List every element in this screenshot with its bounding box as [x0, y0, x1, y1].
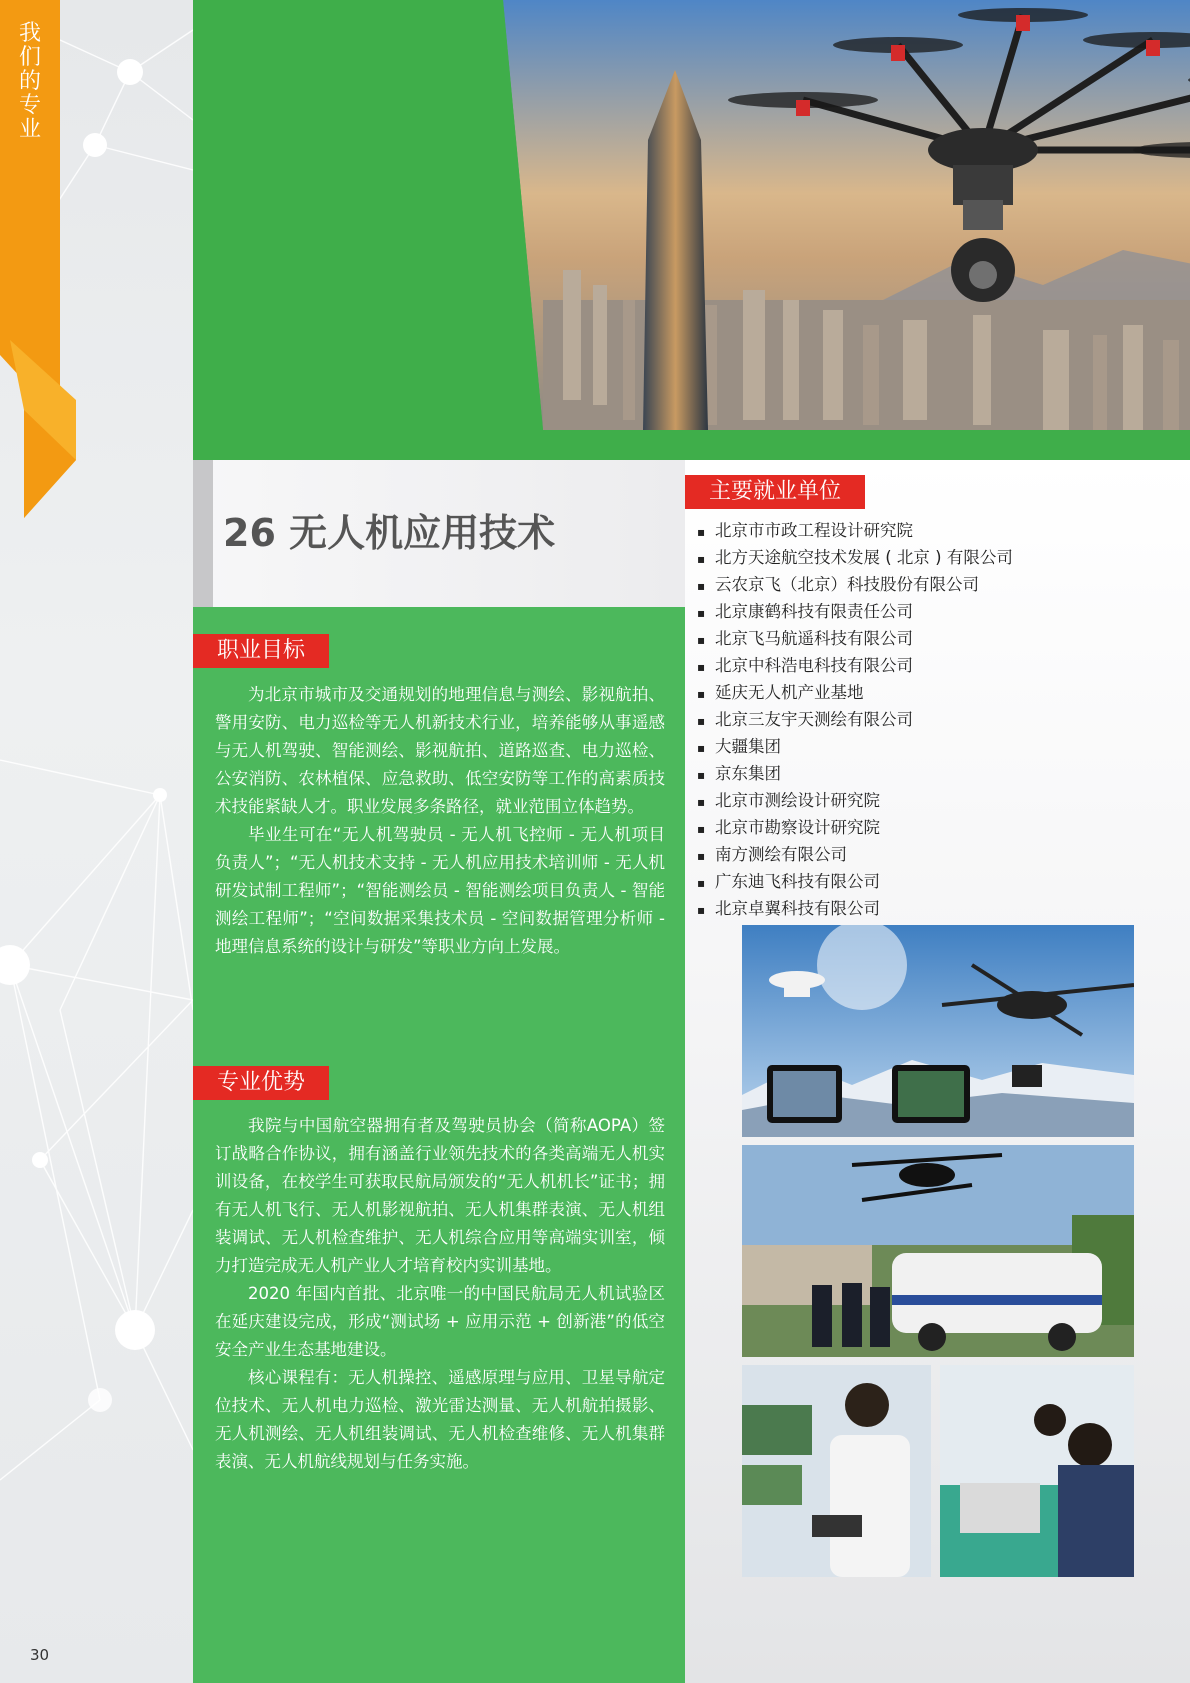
hero-banner [193, 0, 1190, 460]
page-title: 26 无人机应用技术 [223, 511, 556, 555]
title-accent-bar [193, 460, 213, 607]
student-controller-photo [742, 1365, 931, 1577]
list-item: ▪ 北京市测绘设计研究院 [697, 791, 880, 810]
career-goal-text [215, 681, 665, 961]
list-item: ▪ 南方测绘有限公司 [697, 845, 847, 864]
employers-heading: 主要就业单位 [685, 475, 865, 509]
drone-tablets-photo [742, 925, 1134, 1137]
advantages-heading: 专业优势 [193, 1066, 329, 1100]
title-box [193, 460, 685, 607]
list-item: ▪ 北京飞马航遥科技有限公司 [697, 629, 913, 648]
list-item: ▪ 北京康鹤科技有限责任公司 [697, 602, 913, 621]
list-item: ▪ 北京市勘察设计研究院 [697, 818, 880, 837]
advantages-paragraph: 我院与中国航空器拥有者及驾驶员协会（简称AOPA）签订战略合作协议，拥有涵盖行业领先技术的各类高端无人机实训设备，在校学生可获取民航局颁发的“无人机机长”证书；拥有无人机飞行、无人机影视航拍、无人机集群表演、无人机组装调试、无人机检查维护、无人机综合应用等高端实训室，倾力打造完成无人机产业人才培育校内实训基地。 [215, 1116, 665, 1275]
side-tab-char: 的 [18, 69, 41, 94]
side-tab-chevron [0, 300, 80, 520]
list-item: ▪ 云农京飞（北京）科技股份有限公司 [697, 575, 979, 594]
list-item: ▪ 北京三友宇天测绘有限公司 [697, 710, 913, 729]
hero-drone-city-photo [503, 0, 1190, 430]
list-item: ▪ 北京市市政工程设计研究院 [697, 521, 913, 540]
career-goal-paragraph: 为北京市城市及交通规划的地理信息与测绘、影视航拍、警用安防、电力巡检等无人机新技术行业，培养能够从事遥感与无人机驾驶、智能测绘、影视航拍、道路巡查、电力巡检、公安消防、农林植保、应急救助、低空安防等工作的高素质技术技能紧缺人才。职业发展多条路径，就业范围立体趋势。 [215, 685, 665, 816]
side-tab-label [18, 22, 42, 142]
advantages-paragraph: 核心课程有：无人机操控、遥感原理与应用、卫星导航定位技术、无人机电力巡检、激光雷达测量、无人机航拍摄影、无人机测绘、无人机组装调试、无人机检查维修、无人机集群表演、无人机航线规划与任务实施。 [215, 1368, 665, 1471]
list-item: ▪ 北方天途航空技术发展 ( 北京 ) 有限公司 [697, 548, 1013, 567]
list-item: ▪ 北京中科浩电科技有限公司 [697, 656, 913, 675]
side-tab-char: 业 [18, 117, 41, 142]
list-item: ▪ 大疆集团 [697, 737, 781, 756]
section-side-tab [0, 0, 60, 330]
right-column [685, 460, 1190, 1683]
list-item: ▪ 广东迪飞科技有限公司 [697, 872, 880, 891]
side-tab-char: 专 [18, 93, 41, 118]
side-tab-char: 我 [18, 21, 41, 46]
students-lab-photo [940, 1365, 1134, 1577]
police-drone-photo [742, 1145, 1134, 1357]
employers-list [697, 518, 1013, 923]
advantages-text [215, 1112, 665, 1476]
page-number: 30 [30, 1646, 50, 1664]
career-goal-heading: 职业目标 [193, 634, 329, 668]
advantages-paragraph: 2020 年国内首批、北京唯一的中国民航局无人机试验区在延庆建设完成，形成“测试场 + 应用示范 + 创新港”的低空安全产业生态基地建设。 [215, 1284, 665, 1359]
career-goal-paragraph: 毕业生可在“无人机驾驶员 - 无人机飞控师 - 无人机项目负责人”；“无人机技术支持 - 无人机应用技术培训师 - 无人机研发试制工程师”；“智能测绘员 - 智能测绘项目负责人 - 智能测绘工程师”；“空间数据采集技术员 - 空间数据管理分析师 - 地理信息系统的设计与研发”等职业方向上发展。 [215, 825, 665, 956]
side-tab-char: 们 [18, 45, 41, 70]
list-item: ▪ 京东集团 [697, 764, 781, 783]
list-item: ▪ 北京卓翼科技有限公司 [697, 899, 880, 918]
list-item: ▪ 延庆无人机产业基地 [697, 683, 864, 702]
green-content-column [193, 607, 685, 1683]
